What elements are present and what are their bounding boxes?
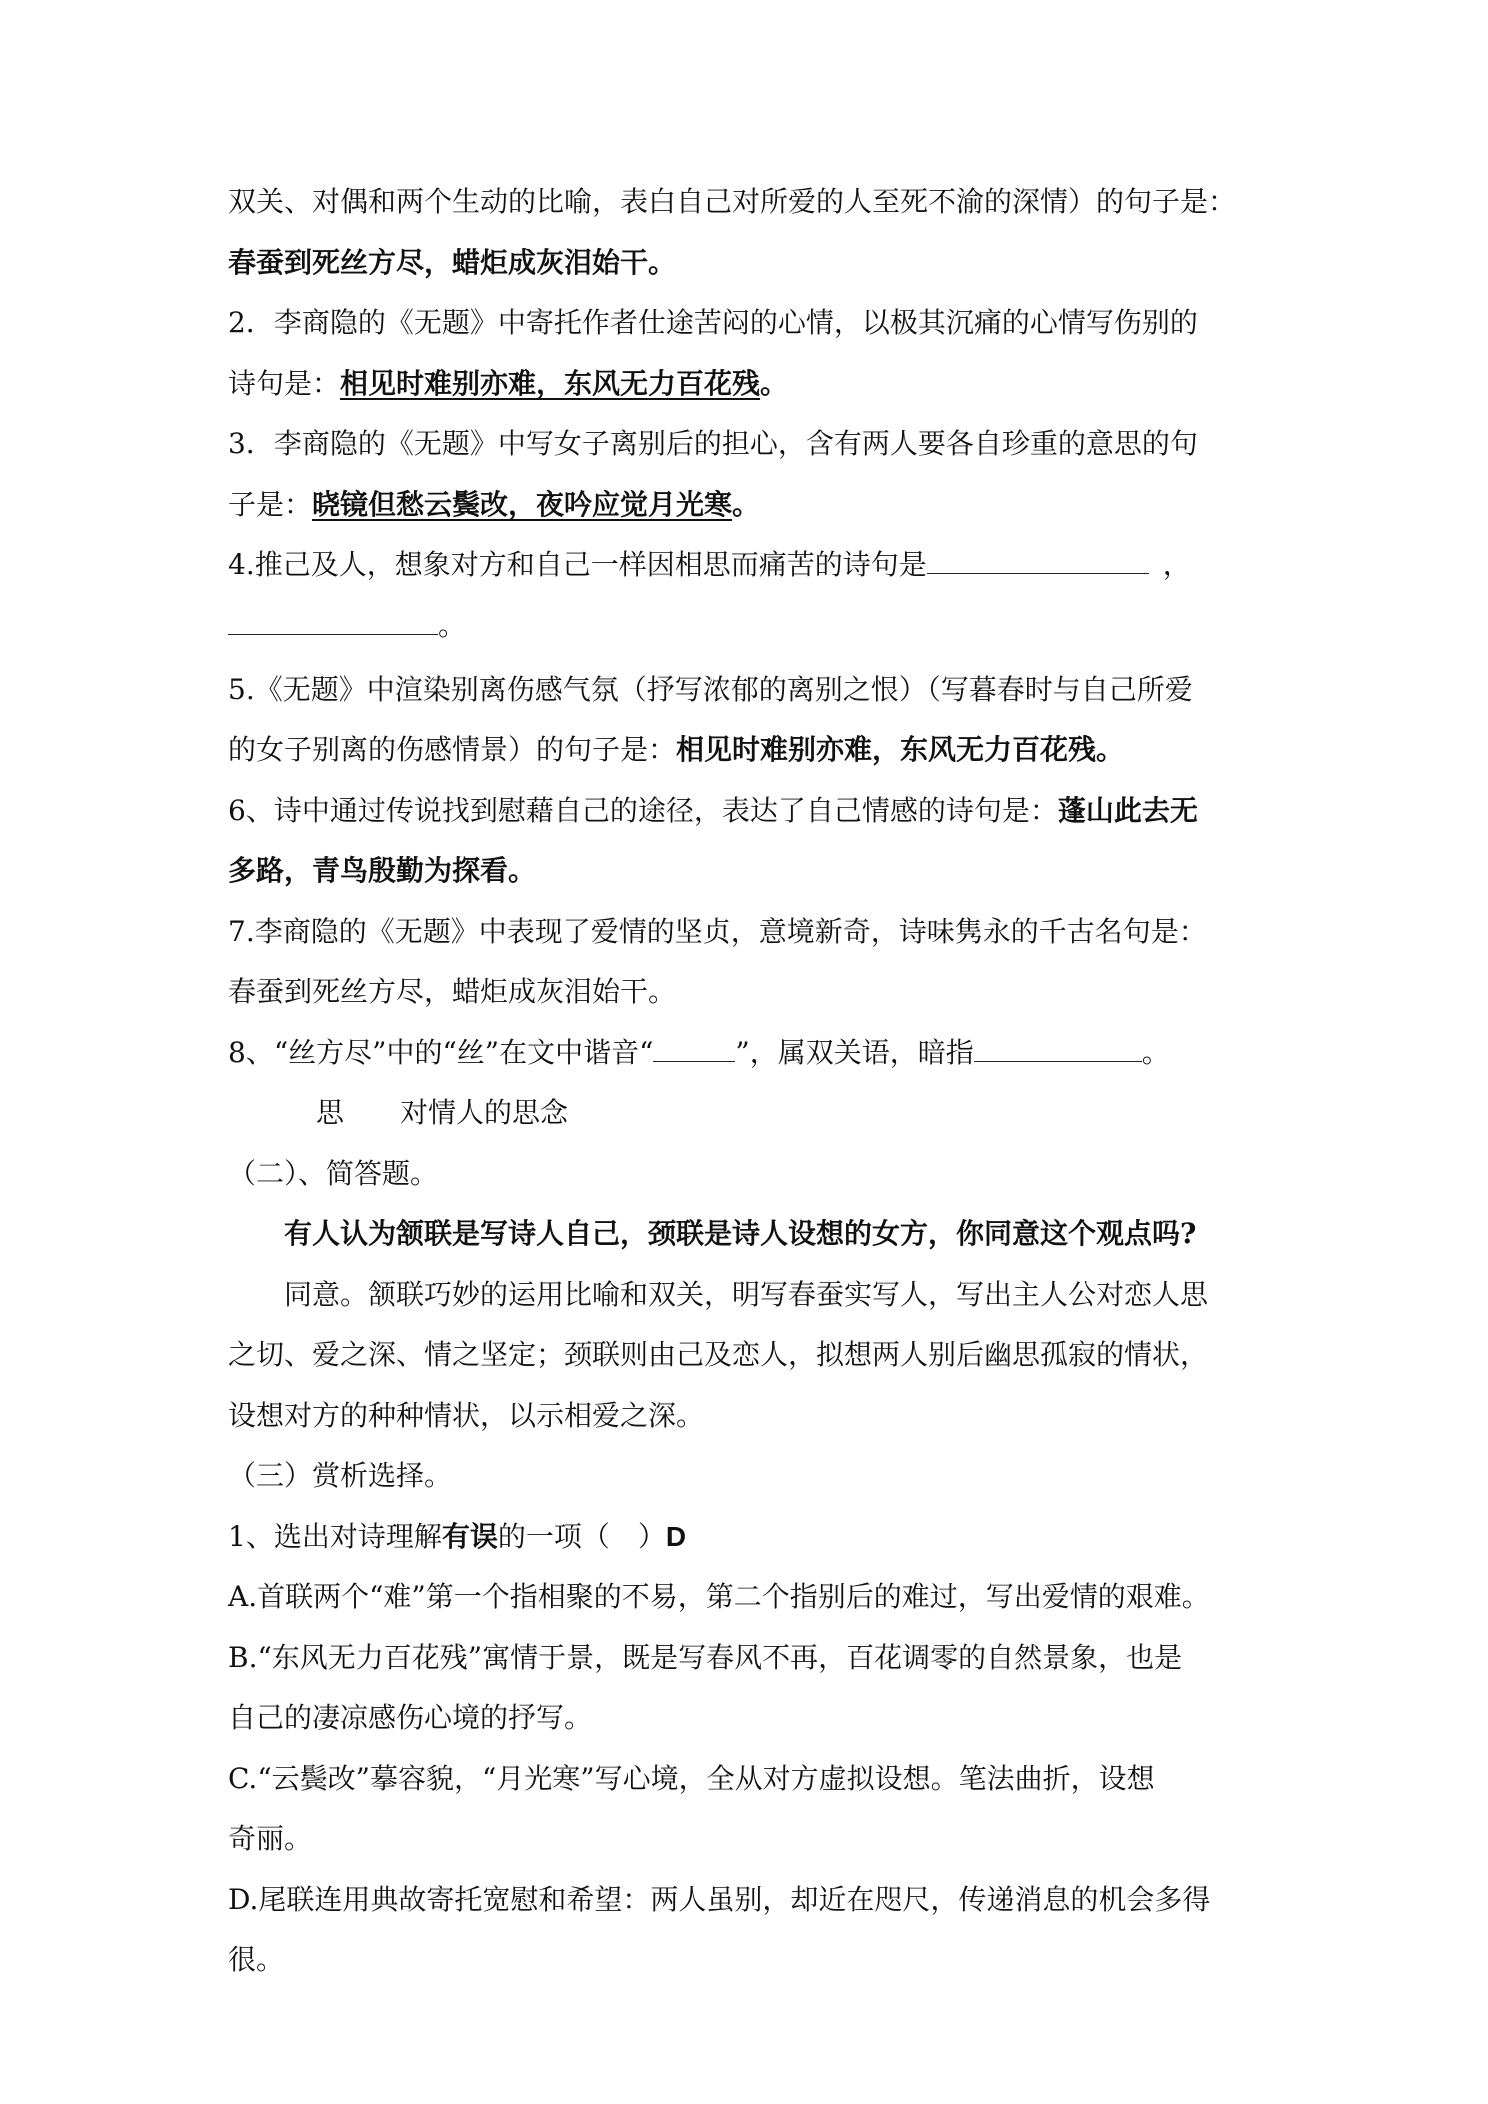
question-4-end: 。 bbox=[438, 608, 467, 642]
choice-question-emphasis: 有误 bbox=[441, 1519, 498, 1553]
section-2-heading: （二）、简答题。 bbox=[228, 1156, 439, 1190]
question-8-answer-1: 思 bbox=[316, 1096, 345, 1129]
question-5-line-1: 5.《无题》中渲染别离伤感气氛（抒写浓郁的离别之恨）（写暮春时与自己所爱 bbox=[228, 672, 1193, 706]
question-3-line-1: 3．李商隐的《无题》中写女子离别后的担心，含有两人要各自珍重的意思的句 bbox=[228, 427, 1198, 460]
question-8-answers bbox=[228, 1083, 1270, 1144]
option-b-line-2: 自己的凄凉感伤心境的抒写。 bbox=[228, 1701, 593, 1734]
line-1: 双关、对偶和两个生动的比喻，表白自己对所爱的人至死不渝的深情）的句子是： bbox=[228, 185, 1237, 218]
question-4-blank-1 bbox=[927, 535, 1149, 574]
question-3-line-2 bbox=[228, 475, 1270, 536]
question-7-line-2: 春蚕到死丝方尽，蜡炬成灰泪始干。 bbox=[228, 975, 677, 1008]
question-6-answer-part1: 蓬山此去无 bbox=[1057, 793, 1198, 827]
option-d-line-2: 很。 bbox=[228, 1943, 285, 1976]
question-3-end: 。 bbox=[732, 487, 761, 521]
question-2-answer: 相见时难别亦难，东风无力百花残 bbox=[340, 366, 761, 400]
document-page bbox=[228, 172, 1270, 1991]
choice-answer: D bbox=[665, 1520, 687, 1552]
question-6-line-1 bbox=[228, 781, 1270, 842]
short-answer-line-1: 同意。颔联巧妙的运用比喻和双关，明写春蚕实写人，写出主人公对恋人思 bbox=[284, 1277, 1209, 1311]
question-2-line-1: 2．李商隐的《无题》中寄托作者仕途苦闷的心情，以极其沉痛的心情写伤别的 bbox=[228, 306, 1198, 339]
question-3-prefix: 子是： bbox=[228, 487, 313, 521]
short-answer-question: 有人认为颔联是写诗人自己，颈联是诗人设想的女方，你同意这个观点吗? bbox=[284, 1217, 1197, 1250]
question-4-line-1 bbox=[228, 535, 1270, 596]
question-7-line-1: 7.李商隐的《无题》中表现了爱情的坚贞，意境新奇，诗味隽永的千古名句是： bbox=[228, 914, 1207, 948]
choice-question bbox=[228, 1507, 1270, 1568]
choice-question-prefix: 1、选出对诗理解 bbox=[228, 1519, 442, 1553]
question-3-answer: 晓镜但愁云鬓改，夜吟应觉月光寒 bbox=[312, 487, 733, 521]
question-2-end: 。 bbox=[760, 366, 789, 400]
question-2-line-2 bbox=[228, 354, 1270, 415]
question-4-text: 4.推己及人，想象对方和自己一样因相思而痛苦的诗句是 bbox=[228, 548, 927, 581]
question-8-end: 。 bbox=[1141, 1035, 1170, 1069]
question-8-part-a: 8、“丝方尽”中的“丝”在文中谐音“ bbox=[228, 1035, 654, 1069]
question-4-comma: ， bbox=[1162, 548, 1191, 581]
option-b-line-1: B.“东风无力百花残”寓情于景，既是写春风不再，百花调零的自然景象，也是 bbox=[228, 1640, 1183, 1674]
option-a: A.首联两个“难”第一个指相聚的不易，第二个指别后的难过，写出爱情的艰难。 bbox=[228, 1580, 1210, 1613]
question-8-line bbox=[228, 1023, 1270, 1084]
question-2-prefix: 诗句是： bbox=[228, 366, 341, 400]
question-8-blank-1 bbox=[653, 1023, 735, 1062]
question-4-line-2 bbox=[228, 596, 1270, 660]
section-3-heading: （三）赏析选择。 bbox=[228, 1459, 453, 1492]
question-5-line-2 bbox=[228, 720, 1270, 781]
choice-question-suffix: 的一项（ ） bbox=[497, 1519, 666, 1553]
question-6-line-2: 多路，青鸟殷勤为探看。 bbox=[228, 854, 537, 887]
option-d-line-1: D.尾联连用典故寄托宽慰和希望：两人虽别，却近在咫尺，传递消息的机会多得 bbox=[228, 1882, 1211, 1916]
question-5-prefix: 的女子别离的伤感情景）的句子是： bbox=[228, 733, 677, 766]
option-c-line-2: 奇丽。 bbox=[228, 1822, 313, 1855]
question-8-answer-2: 对情人的思念 bbox=[400, 1096, 569, 1129]
question-6-prefix: 6、诗中通过传说找到慰藉自己的途径，表达了自己情感的诗句是： bbox=[228, 793, 1058, 827]
short-answer-line-2: 之切、爱之深、情之坚定；颈联则由己及恋人，拟想两人别后幽思孤寂的情状， bbox=[228, 1338, 1209, 1371]
question-5-answer: 相见时难别亦难，东风无力百花残。 bbox=[676, 733, 1125, 766]
question-8-blank-2 bbox=[974, 1023, 1142, 1062]
question-4-blank-2 bbox=[228, 596, 438, 635]
option-c-line-1: C.“云鬓改”摹容貌，“月光寒”写心境，全从对方虚拟设想。笔法曲折，设想 bbox=[228, 1761, 1155, 1795]
question-8-part-b: ”，属双关语，暗指 bbox=[735, 1035, 974, 1069]
answer-line-1: 春蚕到死丝方尽，蜡炬成灰泪始干。 bbox=[228, 245, 677, 279]
short-answer-line-3: 设想对方的种种情状，以示相爱之深。 bbox=[228, 1398, 705, 1432]
